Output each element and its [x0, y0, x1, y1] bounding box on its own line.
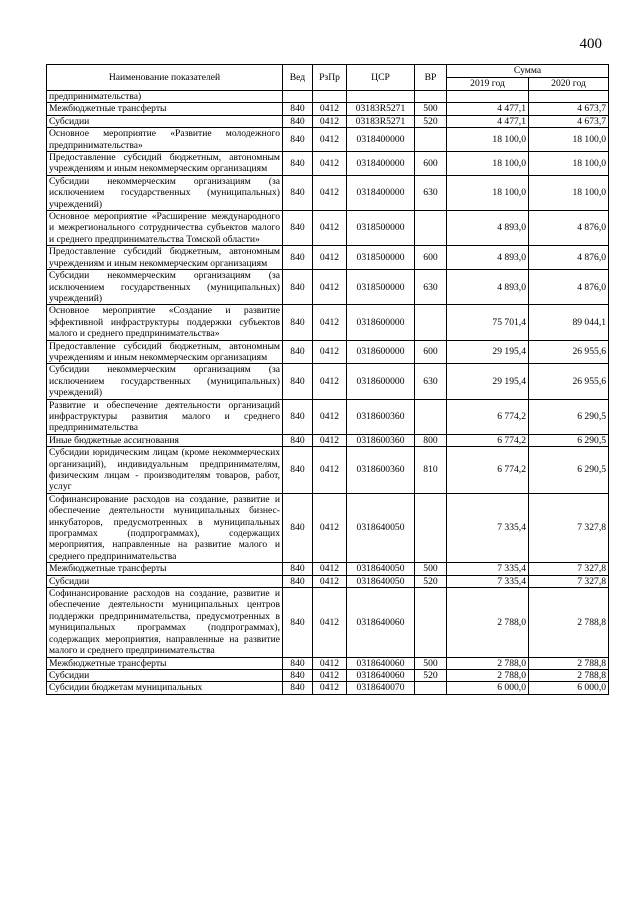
row-vr	[415, 305, 447, 340]
row-vr: 600	[415, 340, 447, 364]
row-ved	[283, 91, 313, 103]
row-vr: 800	[415, 434, 447, 446]
header-2020: 2020 год	[529, 78, 609, 91]
row-sum-2020: 6 290,5	[529, 434, 609, 446]
row-sum-2019: 7 335,4	[447, 563, 529, 575]
table-row	[47, 246, 609, 270]
row-vr: 520	[415, 575, 447, 587]
row-csr: 0318600000	[347, 364, 415, 399]
row-vr	[415, 682, 447, 694]
table-row	[47, 364, 609, 399]
row-rzpr: 0412	[313, 340, 347, 364]
row-sum-2020: 4 876,0	[529, 270, 609, 305]
row-sum-2019: 4 477,1	[447, 103, 529, 115]
row-sum-2020: 18 100,0	[529, 152, 609, 176]
row-csr: 0318640050	[347, 563, 415, 575]
row-name: Основное мероприятие «Создание и развитие эффективной инфраструктуры поддержки субъектов малого и среднего предпринимательства»	[47, 305, 283, 340]
table-row	[47, 91, 609, 103]
table-row	[47, 128, 609, 152]
row-sum-2020: 26 955,6	[529, 364, 609, 399]
row-name: Предоставление субсидий бюджетным, автономным учреждениям и иным некоммерческим организациям	[47, 340, 283, 364]
row-rzpr: 0412	[313, 399, 347, 434]
row-ved: 840	[283, 575, 313, 587]
row-vr: 520	[415, 669, 447, 681]
row-ved: 840	[283, 270, 313, 305]
row-csr: 0318500000	[347, 270, 415, 305]
row-csr: 0318640060	[347, 657, 415, 669]
row-sum-2020: 6 290,5	[529, 399, 609, 434]
row-sum-2019: 7 335,4	[447, 493, 529, 562]
row-rzpr: 0412	[313, 175, 347, 210]
row-vr: 500	[415, 657, 447, 669]
row-vr	[415, 91, 447, 103]
header-vr: ВР	[415, 65, 447, 91]
row-vr: 500	[415, 103, 447, 115]
row-sum-2020: 6 000,0	[529, 682, 609, 694]
row-vr	[415, 493, 447, 562]
row-ved: 840	[283, 588, 313, 657]
row-sum-2019: 2 788,0	[447, 669, 529, 681]
row-rzpr: 0412	[313, 103, 347, 115]
row-csr: 0318640050	[347, 575, 415, 587]
table-body	[47, 91, 609, 695]
table-row	[47, 657, 609, 669]
row-sum-2019: 29 195,4	[447, 364, 529, 399]
row-name: Иные бюджетные ассигнования	[47, 434, 283, 446]
row-csr: 0318400000	[347, 152, 415, 176]
row-csr: 0318640050	[347, 493, 415, 562]
row-rzpr: 0412	[313, 657, 347, 669]
row-name: Межбюджетные трансферты	[47, 103, 283, 115]
row-sum-2019: 18 100,0	[447, 152, 529, 176]
row-name: Субсидии	[47, 115, 283, 127]
row-csr: 0318600000	[347, 305, 415, 340]
row-sum-2019: 4 893,0	[447, 270, 529, 305]
row-ved: 840	[283, 447, 313, 494]
row-sum-2019: 18 100,0	[447, 175, 529, 210]
row-rzpr: 0412	[313, 563, 347, 575]
row-ved: 840	[283, 340, 313, 364]
row-name: Развитие и обеспечение деятельности организаций инфраструктуры развития малого и среднего предпринимательства	[47, 399, 283, 434]
row-ved: 840	[283, 493, 313, 562]
row-name: Субсидии бюджетам муниципальных	[47, 682, 283, 694]
row-sum-2019: 2 788,0	[447, 588, 529, 657]
table-row	[47, 588, 609, 657]
table-row	[47, 575, 609, 587]
row-rzpr	[313, 91, 347, 103]
table-row	[47, 270, 609, 305]
table-row	[47, 211, 609, 246]
header-2019: 2019 год	[447, 78, 529, 91]
row-rzpr: 0412	[313, 434, 347, 446]
table-row	[47, 563, 609, 575]
row-csr: 0318600360	[347, 447, 415, 494]
row-sum-2020: 4 673,7	[529, 103, 609, 115]
row-ved: 840	[283, 399, 313, 434]
table-row	[47, 493, 609, 562]
row-sum-2020: 2 788,8	[529, 588, 609, 657]
row-csr: 0318400000	[347, 128, 415, 152]
row-ved: 840	[283, 211, 313, 246]
row-sum-2020	[529, 91, 609, 103]
row-vr: 630	[415, 175, 447, 210]
row-csr: 0318640060	[347, 588, 415, 657]
row-ved: 840	[283, 152, 313, 176]
row-name: Предоставление субсидий бюджетным, автономным учреждениям и иным некоммерческим организациям	[47, 152, 283, 176]
row-rzpr: 0412	[313, 493, 347, 562]
row-ved: 840	[283, 115, 313, 127]
row-sum-2020: 4 876,0	[529, 246, 609, 270]
row-rzpr: 0412	[313, 246, 347, 270]
row-ved: 840	[283, 305, 313, 340]
row-sum-2020: 7 327,8	[529, 575, 609, 587]
row-ved: 840	[283, 563, 313, 575]
row-name: Субсидии некоммерческим организациям (за исключением государственных (муниципальных) учреждений)	[47, 270, 283, 305]
table-header	[47, 65, 609, 91]
row-ved: 840	[283, 682, 313, 694]
table-row	[47, 305, 609, 340]
row-rzpr: 0412	[313, 152, 347, 176]
header-rzpr: РзПр	[313, 65, 347, 91]
row-ved: 840	[283, 246, 313, 270]
row-name: Субсидии юридическим лицам (кроме некоммерческих организаций), индивидуальным предпринимателям, физическим лицам - производителям товаров, работ, услуг	[47, 447, 283, 494]
row-name: Субсидии	[47, 669, 283, 681]
row-rzpr: 0412	[313, 270, 347, 305]
row-sum-2020: 7 327,8	[529, 563, 609, 575]
row-rzpr: 0412	[313, 128, 347, 152]
row-vr: 500	[415, 563, 447, 575]
row-sum-2020: 6 290,5	[529, 447, 609, 494]
row-ved: 840	[283, 364, 313, 399]
row-ved: 840	[283, 175, 313, 210]
budget-table	[46, 64, 609, 695]
header-name: Наименование показателей	[47, 65, 283, 91]
page-number: 400	[579, 36, 602, 52]
row-csr: 0318500000	[347, 246, 415, 270]
row-ved: 840	[283, 103, 313, 115]
table-row	[47, 447, 609, 494]
row-rzpr: 0412	[313, 305, 347, 340]
table-row	[47, 115, 609, 127]
row-sum-2019: 6 774,2	[447, 399, 529, 434]
row-rzpr: 0412	[313, 364, 347, 399]
row-sum-2020: 18 100,0	[529, 175, 609, 210]
row-name: Основное мероприятие «Расширение международного и межрегионального сотрудничества субъектов малого и среднего предпринимательства Томской области»	[47, 211, 283, 246]
row-name: Софинансирование расходов на создание, развитие и обеспечение деятельности муниципальных бизнес-инкубаторов, предусмотренных в муниципальных программах (подпрограммах), содержащих мероприятия, направленные на развитие малого и среднего предпринимательства	[47, 493, 283, 562]
row-sum-2020: 2 788,8	[529, 657, 609, 669]
row-csr: 0318400000	[347, 175, 415, 210]
row-ved: 840	[283, 434, 313, 446]
row-rzpr: 0412	[313, 447, 347, 494]
row-name: Субсидии	[47, 575, 283, 587]
row-csr: 0318600000	[347, 340, 415, 364]
row-csr: 0318640070	[347, 682, 415, 694]
header-sum: Сумма	[447, 65, 609, 78]
row-vr	[415, 399, 447, 434]
row-sum-2020: 4 876,0	[529, 211, 609, 246]
row-vr	[415, 588, 447, 657]
row-sum-2020: 89 044,1	[529, 305, 609, 340]
row-sum-2019: 6 774,2	[447, 447, 529, 494]
row-name: предпринимательства)	[47, 91, 283, 103]
row-sum-2020: 2 788,8	[529, 669, 609, 681]
row-vr	[415, 211, 447, 246]
row-name: Основное мероприятие «Развитие молодежного предпринимательства»	[47, 128, 283, 152]
table-row	[47, 399, 609, 434]
row-name: Субсидии некоммерческим организациям (за исключением государственных (муниципальных) учреждений)	[47, 364, 283, 399]
row-sum-2019: 6 774,2	[447, 434, 529, 446]
row-csr	[347, 91, 415, 103]
row-rzpr: 0412	[313, 669, 347, 681]
row-name: Межбюджетные трансферты	[47, 563, 283, 575]
row-csr: 0318600360	[347, 399, 415, 434]
table-row	[47, 340, 609, 364]
row-rzpr: 0412	[313, 211, 347, 246]
row-vr: 600	[415, 246, 447, 270]
row-vr: 630	[415, 270, 447, 305]
row-ved: 840	[283, 657, 313, 669]
row-name: Субсидии некоммерческим организациям (за исключением государственных (муниципальных) учреждений)	[47, 175, 283, 210]
row-ved: 840	[283, 669, 313, 681]
row-sum-2019: 75 701,4	[447, 305, 529, 340]
table-row	[47, 669, 609, 681]
row-csr: 03183R5271	[347, 103, 415, 115]
header-ved: Вед	[283, 65, 313, 91]
row-sum-2019: 7 335,4	[447, 575, 529, 587]
table-row	[47, 682, 609, 694]
row-sum-2020: 4 673,7	[529, 115, 609, 127]
row-name: Межбюджетные трансферты	[47, 657, 283, 669]
table-row	[47, 103, 609, 115]
table-row	[47, 152, 609, 176]
row-rzpr: 0412	[313, 575, 347, 587]
row-sum-2019: 18 100,0	[447, 128, 529, 152]
table-row	[47, 175, 609, 210]
row-name: Предоставление субсидий бюджетным, автономным учреждениям и иным некоммерческим организациям	[47, 246, 283, 270]
row-rzpr: 0412	[313, 682, 347, 694]
row-sum-2019	[447, 91, 529, 103]
row-sum-2019: 4 893,0	[447, 246, 529, 270]
row-rzpr: 0412	[313, 588, 347, 657]
row-ved: 840	[283, 128, 313, 152]
row-vr: 630	[415, 364, 447, 399]
table-row	[47, 434, 609, 446]
row-vr: 810	[415, 447, 447, 494]
row-rzpr: 0412	[313, 115, 347, 127]
row-csr: 0318640060	[347, 669, 415, 681]
row-sum-2019: 4 477,1	[447, 115, 529, 127]
row-csr: 03183R5271	[347, 115, 415, 127]
row-vr: 520	[415, 115, 447, 127]
row-csr: 0318600360	[347, 434, 415, 446]
row-name: Софинансирование расходов на создание, развитие и обеспечение деятельности муниципальных центров поддержки предпринимательства, предусмотренных в муниципальных программах (подпрограммах), содержащих мероприятия, направленные на развитие малого и среднего предпринимательства	[47, 588, 283, 657]
row-vr	[415, 128, 447, 152]
row-csr: 0318500000	[347, 211, 415, 246]
row-sum-2020: 18 100,0	[529, 128, 609, 152]
row-vr: 600	[415, 152, 447, 176]
row-sum-2020: 26 955,6	[529, 340, 609, 364]
row-sum-2019: 2 788,0	[447, 657, 529, 669]
row-sum-2019: 4 893,0	[447, 211, 529, 246]
row-sum-2020: 7 327,8	[529, 493, 609, 562]
row-sum-2019: 6 000,0	[447, 682, 529, 694]
row-sum-2019: 29 195,4	[447, 340, 529, 364]
header-csr: ЦСР	[347, 65, 415, 91]
